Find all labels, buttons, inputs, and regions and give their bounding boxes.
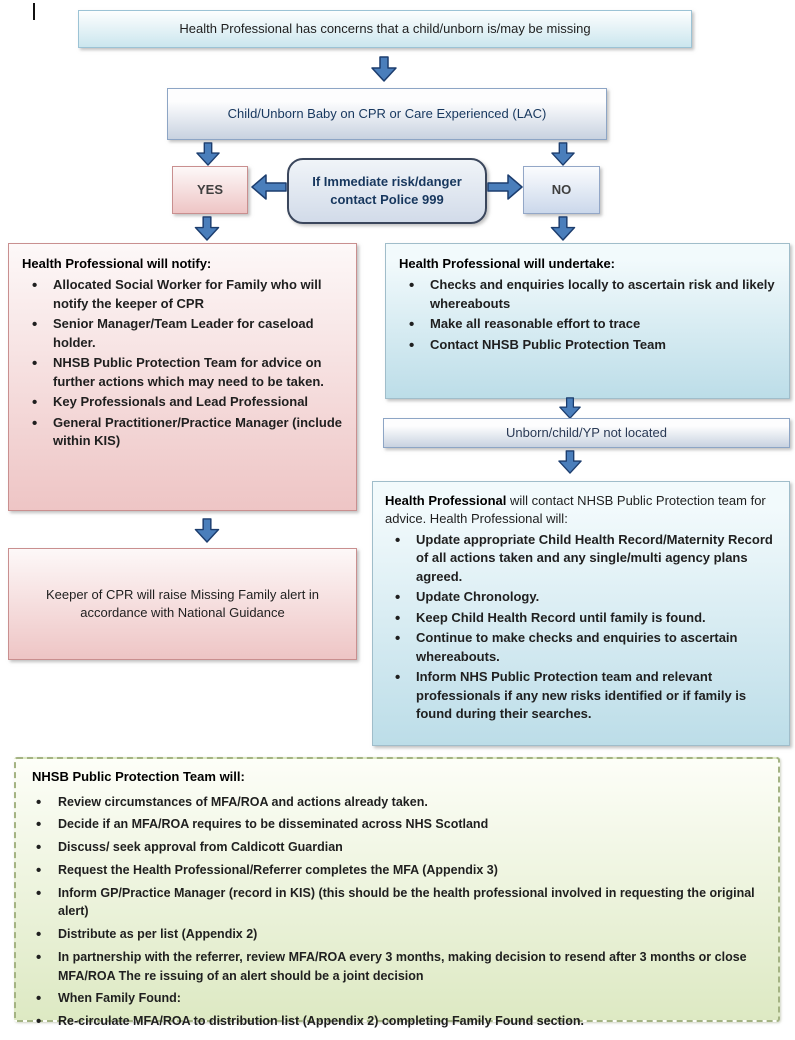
bullet-item: • Continue to make checks and enquiries to ascertain whereabouts. bbox=[385, 629, 779, 666]
bullet-item: • Keep Child Health Record until family is found. bbox=[385, 609, 779, 627]
not-located-box bbox=[383, 418, 790, 448]
arrow-down-icon bbox=[194, 518, 220, 543]
contact-nhsb-box bbox=[372, 481, 790, 746]
bullet-item: • Request the Health Professional/Referrer completes the MFA (Appendix 3) bbox=[32, 861, 762, 880]
keeper-box bbox=[8, 548, 357, 660]
bullet-item: • Distribute as per list (Appendix 2) bbox=[32, 925, 762, 944]
cpr-box bbox=[167, 88, 607, 140]
nhsb-box bbox=[14, 757, 780, 1028]
arrow-down-icon bbox=[194, 216, 220, 241]
cpr-box-label: Child/Unborn Baby on CPR or Care Experienced (LAC) bbox=[227, 106, 547, 122]
no-box bbox=[523, 166, 600, 214]
bullet-item: • Re-circulate MFA/ROA to distribution list (Appendix 2) completing Family Found section. bbox=[32, 1012, 762, 1031]
bullet-item: • Allocated Social Worker for Family who will notify the keeper of CPR bbox=[22, 276, 346, 313]
bullet-item: • Key Professionals and Lead Professional bbox=[22, 393, 346, 411]
notify-bullet-list bbox=[22, 276, 346, 450]
bullet-item: • In partnership with the referrer, review MFA/ROA every 3 months, making decision to resend after 3 months or close MFA/ROA The re issuing of an alert should be a joint decision bbox=[32, 948, 762, 986]
bullet-item: • Senior Manager/Team Leader for caseload holder. bbox=[22, 315, 346, 352]
concern-box bbox=[78, 10, 692, 48]
keeper-box-label: Keeper of CPR will raise Missing Family alert in accordance with National Guidance bbox=[45, 587, 320, 620]
yes-label: YES bbox=[196, 182, 223, 198]
police-999-label: If Immediate risk/danger contact Police 999 bbox=[312, 174, 462, 207]
arrow-down-icon bbox=[557, 450, 583, 474]
arrow-left-icon bbox=[251, 174, 287, 200]
arrow-down-icon bbox=[550, 142, 576, 166]
bullet-item: • General Practitioner/Practice Manager (include within KIS) bbox=[22, 414, 346, 451]
contact-nhsb-lead-rest: will contact NHSB Public Protection team for advice. Health Professional will: bbox=[385, 493, 766, 527]
bullet-item: • Update Chronology. bbox=[385, 588, 779, 606]
bullet-item: • Inform GP/Practice Manager (record in KIS) (this should be the health professional involved in requesting the original alert) bbox=[32, 884, 762, 922]
bullet-item: • Discuss/ seek approval from Caldicott Guardian bbox=[32, 838, 762, 857]
bullet-item: • Checks and enquiries locally to ascertain risk and likely whereabouts bbox=[399, 276, 779, 313]
concern-box-label: Health Professional has concerns that a child/unborn is/may be missing bbox=[179, 21, 591, 37]
bullet-item: • NHSB Public Protection Team for advice on further actions which may need to be taken. bbox=[22, 354, 346, 391]
arrow-down-icon bbox=[371, 56, 397, 82]
undertake-bullet-list bbox=[399, 276, 779, 354]
bullet-item: • Update appropriate Child Health Record/Maternity Record of all actions taken and any single/multi agency plans agreed. bbox=[385, 531, 779, 586]
bullet-item: • Review circumstances of MFA/ROA and actions already taken. bbox=[32, 793, 762, 812]
bullet-item: • When Family Found: bbox=[32, 989, 762, 1008]
bullet-item: • Make all reasonable effort to trace bbox=[399, 315, 779, 333]
arrow-down-icon bbox=[557, 397, 583, 419]
contact-nhsb-lead bbox=[385, 492, 779, 529]
arrow-right-icon bbox=[487, 174, 523, 200]
nhsb-box-title: NHSB Public Protection Team will: bbox=[32, 769, 245, 784]
bullet-item: • Contact NHSB Public Protection Team bbox=[399, 336, 779, 354]
undertake-box bbox=[385, 243, 790, 399]
yes-box bbox=[172, 166, 248, 214]
nhsb-bullet-list bbox=[32, 793, 762, 1031]
police-999-box bbox=[287, 158, 487, 224]
no-label: NO bbox=[551, 182, 572, 198]
notify-box bbox=[8, 243, 357, 511]
not-located-label: Unborn/child/YP not located bbox=[506, 425, 667, 441]
undertake-box-title: Health Professional will undertake: bbox=[399, 256, 615, 271]
bullet-item: • Decide if an MFA/ROA requires to be disseminated across NHS Scotland bbox=[32, 815, 762, 834]
arrow-down-icon bbox=[195, 142, 221, 166]
notify-box-title: Health Professional will notify: bbox=[22, 256, 212, 271]
bullet-item: • Inform NHS Public Protection team and relevant professionals if any new risks identified or if family is found during their searches. bbox=[385, 668, 779, 723]
contact-bullet-list bbox=[385, 531, 779, 724]
text-cursor bbox=[33, 3, 35, 20]
contact-nhsb-lead-bold: Health Professional bbox=[385, 493, 507, 508]
arrow-down-icon bbox=[550, 216, 576, 241]
